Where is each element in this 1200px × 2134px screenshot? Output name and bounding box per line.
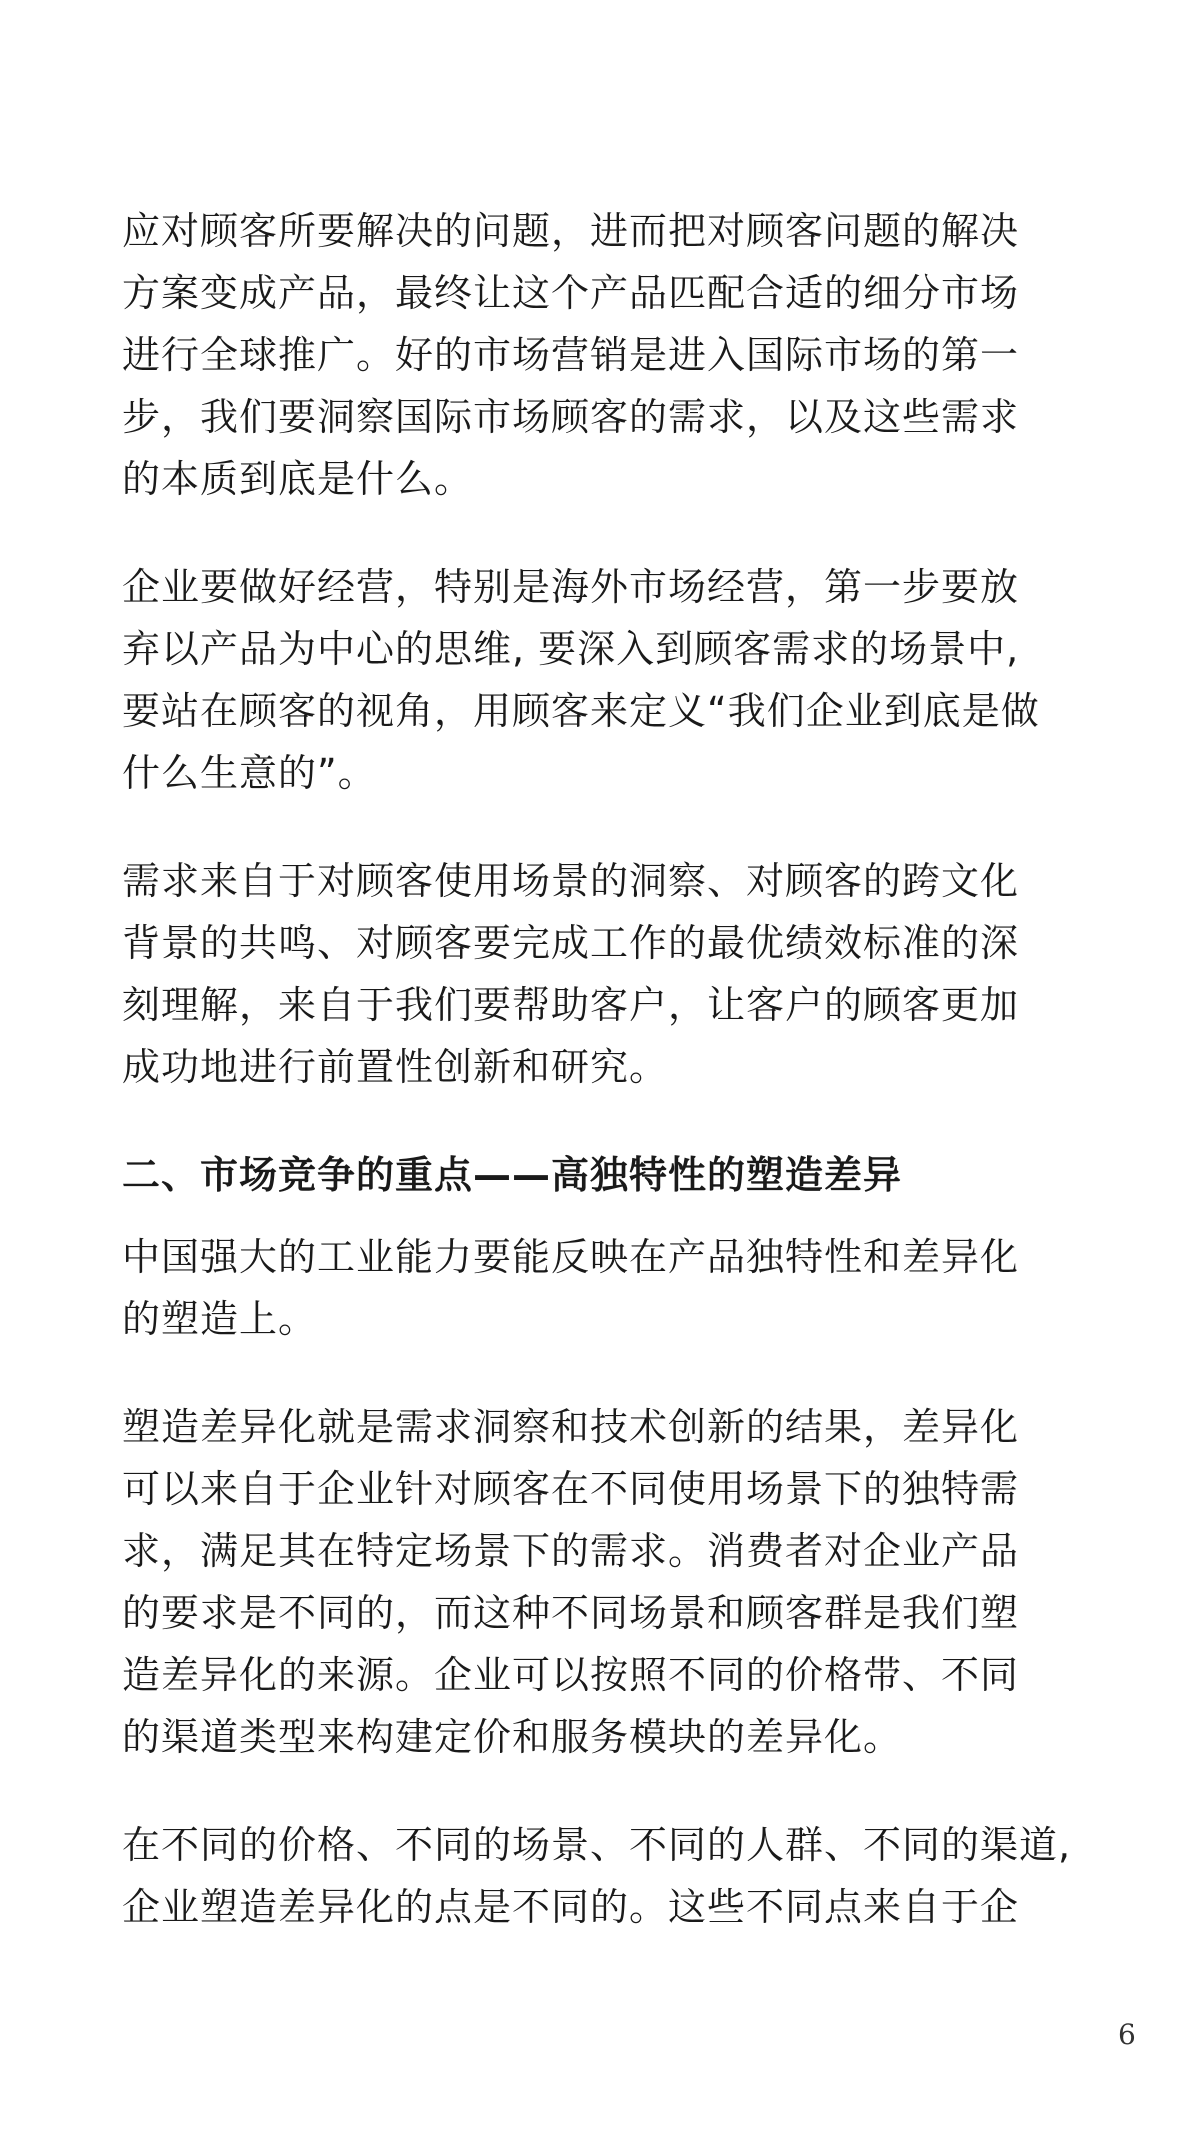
text-line: 企业塑造差异化的点是不同的。这些不同点来自于企 xyxy=(122,1885,1020,1929)
text-line: 求，满足其在特定场景下的需求。消费者对企业产品 xyxy=(122,1529,1020,1573)
page-body xyxy=(122,200,1080,1984)
text-line: 的塑造上。 xyxy=(122,1297,318,1341)
paragraph xyxy=(122,556,1080,804)
text-line: 的本质到底是什么。 xyxy=(122,457,474,501)
text-line: 需求来自于对顾客使用场景的洞察、对顾客的跨文化 xyxy=(122,859,1020,903)
text-line: 步，我们要洞察国际市场顾客的需求，以及这些需求 xyxy=(122,395,1020,439)
text-line: 方案变成产品，最终让这个产品匹配合适的细分市场 xyxy=(122,271,1020,315)
text-line: 应对顾客所要解决的问题，进而把对顾客问题的解决 xyxy=(122,209,1020,253)
text-line: 成功地进行前置性创新和研究。 xyxy=(122,1045,669,1089)
text-line: 弃以产品为中心的思维, 要深入到顾客需求的场景中, xyxy=(122,627,1020,671)
text-line: 中国强大的工业能力要能反映在产品独特性和差异化 xyxy=(122,1235,1020,1279)
text-line: 背景的共鸣、对顾客要完成工作的最优绩效标准的深 xyxy=(122,921,1020,965)
text-line: 进行全球推广。好的市场营销是进入国际市场的第一 xyxy=(122,333,1020,377)
paragraph xyxy=(122,200,1080,510)
text-line: 塑造差异化就是需求洞察和技术创新的结果，差异化 xyxy=(122,1405,1020,1449)
section-heading: 二、市场竞争的重点——高独特性的塑造差异 xyxy=(122,1153,903,1197)
text-line: 什么生意的”。 xyxy=(122,751,377,795)
paragraph xyxy=(122,1814,1080,1938)
text-line: 企业要做好经营，特别是海外市场经营，第一步要放 xyxy=(122,565,1020,609)
text-line: 在不同的价格、不同的场景、不同的人群、不同的渠道, xyxy=(122,1823,1072,1867)
text-line: 的要求是不同的，而这种不同场景和顾客群是我们塑 xyxy=(122,1591,1020,1635)
page-number: 6 xyxy=(1118,2018,1136,2051)
paragraph xyxy=(122,1226,1080,1350)
text-line: 的渠道类型来构建定价和服务模块的差异化。 xyxy=(122,1715,903,1759)
paragraph xyxy=(122,850,1080,1098)
text-line: 刻理解，来自于我们要帮助客户，让客户的顾客更加 xyxy=(122,983,1020,1027)
text-line: 要站在顾客的视角，用顾客来定义“我们企业到底是做 xyxy=(122,689,1040,733)
text-line: 造差异化的来源。企业可以按照不同的价格带、不同 xyxy=(122,1653,1020,1697)
paragraph xyxy=(122,1396,1080,1768)
text-line: 可以来自于企业针对顾客在不同使用场景下的独特需 xyxy=(122,1467,1020,1511)
